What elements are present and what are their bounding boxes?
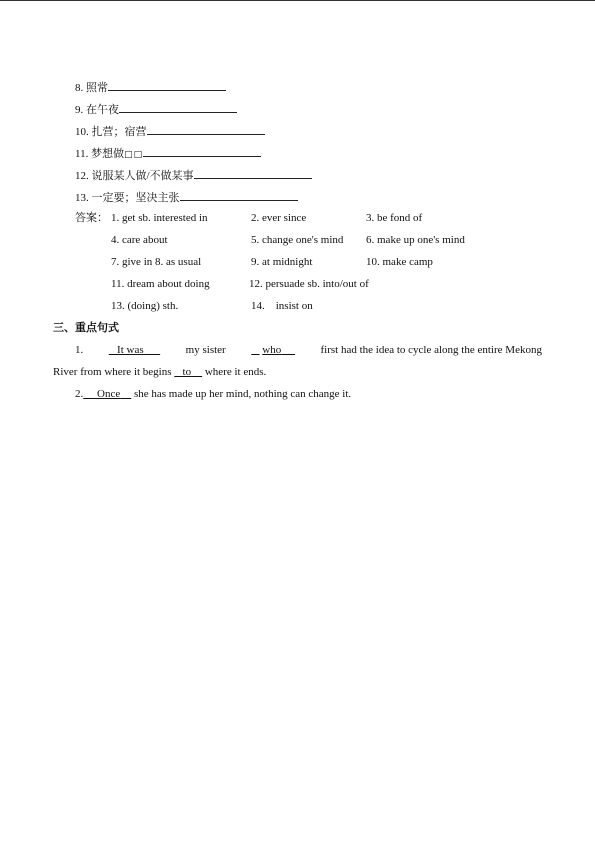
item-12 <box>75 167 312 183</box>
missing-glyph-squares: □□ <box>124 150 144 160</box>
answer-9: 9. at midnight <box>251 256 313 268</box>
sentence-2 <box>75 387 351 401</box>
answer-12: 12. persuade sb. into/out of <box>249 278 369 290</box>
answer-blank[interactable] <box>143 145 261 157</box>
answer-10: 10. make camp <box>366 256 433 268</box>
section-heading: 三、重点句式 <box>53 321 119 334</box>
sentence-number: 2. <box>75 388 84 400</box>
blank-who: who <box>262 344 282 356</box>
item-number: 13. <box>75 192 89 204</box>
answer-3: 3. be fond of <box>366 212 423 224</box>
item-8 <box>75 79 226 95</box>
answer-1: 1. get sb. interested in <box>111 212 208 224</box>
sentence-number: 1. <box>75 344 84 356</box>
sentence-1-line-1 <box>75 343 542 357</box>
item-13 <box>75 189 298 205</box>
sentence-text: my sister <box>185 344 226 356</box>
item-text: 说服某人做/不做某事 <box>91 170 194 182</box>
item-text: 梦想做 <box>91 148 125 160</box>
item-number: 12. <box>75 170 89 182</box>
item-number: 10. <box>75 126 89 138</box>
blank-once: Once <box>97 388 121 400</box>
item-11 <box>75 145 261 162</box>
item-number: 11. <box>75 148 89 160</box>
sentence-text: first had the idea to cycle along the entire Mekong <box>320 344 542 356</box>
answers-label: 答案： <box>75 212 108 224</box>
sentence-text: where it ends. <box>204 366 267 378</box>
blank-it-was: It was <box>117 344 144 356</box>
page-top-border <box>0 0 595 1</box>
answer-blank[interactable] <box>108 79 226 91</box>
answer-blank[interactable] <box>147 123 265 135</box>
answer-6: 6. make up one's mind <box>366 234 465 246</box>
item-number: 9. <box>75 104 84 116</box>
sentence-text: she has made up her mind, nothing can change it. <box>133 388 352 400</box>
answer-blank[interactable] <box>194 167 312 179</box>
answer-11: 11. dream about doing <box>111 278 210 290</box>
item-text: 一定要；坚决主张 <box>91 192 180 204</box>
sentence-text: River from where it begins <box>53 366 172 378</box>
item-9 <box>75 101 237 117</box>
blank-to: to <box>182 366 192 378</box>
answer-blank[interactable] <box>119 101 237 113</box>
answer-13: 13. (doing) sth. <box>111 300 179 312</box>
answer-14: 14. insist on <box>251 300 313 312</box>
item-number: 8. <box>75 82 84 94</box>
item-text: 照常 <box>86 82 108 94</box>
answer-7-8: 7. give in 8. as usual <box>111 256 202 268</box>
item-text: 在午夜 <box>86 104 119 116</box>
item-text: 扎营；宿营 <box>91 126 147 138</box>
answer-blank[interactable] <box>180 189 298 201</box>
sentence-1-line-2 <box>53 365 266 379</box>
item-10 <box>75 123 265 139</box>
answer-2: 2. ever since <box>251 212 307 224</box>
answer-4: 4. care about <box>111 234 168 246</box>
answer-5: 5. change one's mind <box>251 234 344 246</box>
